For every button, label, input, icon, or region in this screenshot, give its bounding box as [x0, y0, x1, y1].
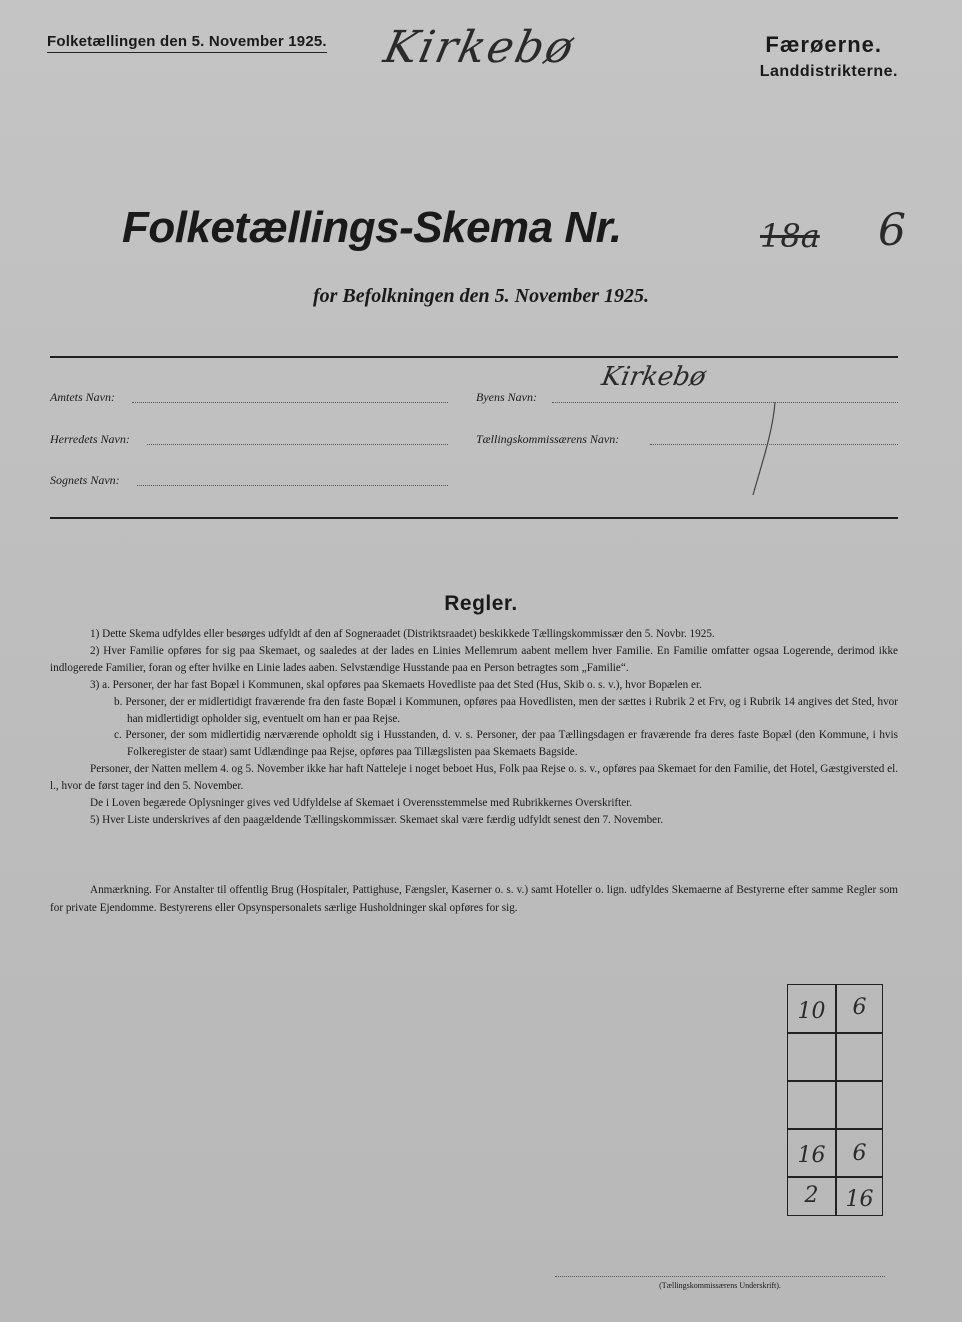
herred-field-line[interactable] [147, 444, 448, 445]
tally-grid-row-line [788, 1032, 882, 1034]
form-title: Folketællings-Skema Nr. [122, 203, 622, 252]
by-value: Kirkebø [599, 362, 709, 392]
tally-grid-row-line [788, 1080, 882, 1082]
signature-caption: (Tællingskommissærens Underskrift). [659, 1281, 781, 1290]
rule-3b: b. Personer, der er midlertidigt fraværende fra den faste Bopæl i Kommunen, opføres paa Hovedlisten, men der sættes i Rubrik 2 et Frv, og i Rubrik 14 angives det Sted, hvor han midlertidigt opholder sig, eventuelt om han er paa Rejse. [114, 695, 898, 725]
tally-cell: 16 [845, 1187, 874, 1212]
by-label: Byens Navn: [476, 390, 537, 404]
header-region: Færøerne. [765, 32, 882, 57]
rules-text [50, 626, 898, 829]
amt-label: Amtets Navn: [50, 390, 115, 404]
rules-heading: Regler. [444, 592, 518, 615]
by-field-line[interactable] [552, 402, 898, 403]
handwritten-place-name: Kirkebø [379, 22, 580, 73]
struck-form-number: 18a [760, 217, 820, 255]
fields-bottom-divider [50, 517, 898, 519]
annotation-note: Anmærkning. For Anstalter til offentlig Brug (Hospitaler, Pattighuse, Fængsler, Kaserner o. s. v.) samt Hoteller o. lign. udfyldes Skemaerne af Bestyrerne efter samme Regler som for private Ejendomme. Bestyrerens eller Opsynspersonalets særlige Husholdninger skal opføres for sig. [50, 884, 898, 914]
signature-line[interactable] [555, 1276, 885, 1277]
amt-field-line[interactable] [132, 402, 448, 403]
tally-cell: 6 [852, 995, 867, 1020]
rule-2: 2) Hver Familie opføres for sig paa Skemaet, og saaledes at der lades en Linies Mellemrum aabent mellem hver Familie. En Familie omfatter ogsaa Logerende, derimod ikke indlogerede Familier, foran og efter hvilke en Linie lades aaben. Selvstændige Husstande paa en Person betragtes som „Familie“. [50, 644, 898, 674]
sogn-field-line[interactable] [137, 485, 448, 486]
kommissaer-label: Tællingskommissærens Navn: [476, 432, 620, 446]
tally-cell: 16 [797, 1143, 826, 1168]
herred-label: Herredets Navn: [50, 432, 130, 446]
tally-grid [787, 984, 883, 1216]
tally-cell: 10 [797, 999, 826, 1024]
form-subtitle: for Befolkningen den 5. November 1925. [312, 285, 650, 307]
sogn-label: Sognets Navn: [50, 473, 120, 487]
tally-cell: 6 [852, 1141, 867, 1166]
rule-3a: 3) a. Personer, der har fast Bopæl i Kommunen, skal opføres paa Skemaets Hovedliste paa det Sted (Hus, Skib o. s. v.), hvor Bopælen er. [90, 678, 702, 691]
rule-3c: c. Personer, der som midlertidig nærværende opholdt sig i Husstanden, d. v. s. Personer, der paa Tællingsdagen er fraværende fra deres faste Bopæl (den Kommune, i hvis Folkeregister de staar) samt Udlændinge paa Rejse, opføres paa Tillægslisten paa Skemaets Bagside. [114, 729, 898, 759]
tally-grid-row-line [788, 1176, 882, 1178]
header-census-date: Folketællingen den 5. November 1925. [47, 33, 327, 53]
rule-5: 5) Hver Liste underskrives af den paagældende Tællingskommissær. Skemaet skal være færdig udfyldt senest den 7. November. [90, 813, 664, 826]
pencil-stroke-mark [745, 400, 785, 500]
top-divider [50, 356, 898, 358]
tally-cell: 2 [804, 1183, 819, 1208]
rule-1: 1) Dette Skema udfyldes eller besørges udfyldt af den af Sogneraadet (Distriktsraadet) beskikkede Tællingskommissær den 5. Novbr. 1925. [90, 628, 715, 640]
handwritten-form-number: 6 [878, 205, 906, 256]
header-district-type: Landdistrikterne. [759, 63, 898, 80]
rule-4: De i Loven begærede Oplysninger gives ved Udfyldelse af Skemaet i Overensstemmelse med Rubrikkernes Overskrifter. [90, 797, 633, 810]
rule-3d: Personer, der Natten mellem 4. og 5. November ikke har haft Natteleje i noget beboet Hus, Folk paa Rejse o. s. v., opføres paa Skemaet for den Familie, det Hotel, Gæstgiversted el. l., hvor de først tager ind den 5. November. [50, 763, 898, 793]
tally-grid-row-line [788, 1128, 882, 1130]
